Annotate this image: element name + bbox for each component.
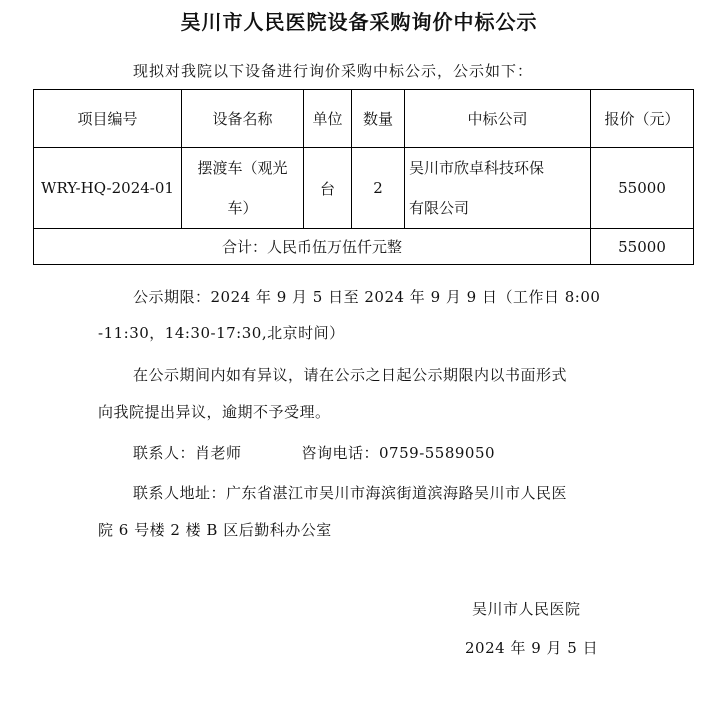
objection-line2: 向我院提出异议，逾期不予受理。 <box>98 403 331 421</box>
table-total-row <box>34 229 694 265</box>
header-unit: 单位 <box>304 90 352 148</box>
intro-text: 现拟对我院以下设备进行询价采购中标公示，公示如下： <box>133 62 534 80</box>
company-line2: 有限公司 <box>409 199 470 217</box>
header-project-code: 项目编号 <box>34 90 182 148</box>
header-winning-company: 中标公司 <box>405 90 591 148</box>
bid-table <box>33 89 694 265</box>
signature-org: 吴川市人民医院 <box>472 600 581 618</box>
period-line1: 公示期限：2024 年 9 月 5 日至 2024 年 9 月 9 日（工作日 8:00 <box>133 288 601 306</box>
contact-phone: 咨询电话：0759-5589050 <box>301 444 496 462</box>
document-title: 吴川市人民医院设备采购询价中标公示 <box>180 10 538 34</box>
contact-person: 联系人：肖老师 <box>133 444 242 462</box>
device-name-line1: 摆渡车（观光 <box>197 159 288 177</box>
contact-line <box>133 442 495 463</box>
cell-project-code: WRY-HQ-2024-01 <box>34 148 182 229</box>
signature-date: 2024 年 9 月 5 日 <box>465 639 599 657</box>
table-header-row <box>34 90 694 148</box>
cell-unit: 台 <box>304 148 352 229</box>
cell-price: 55000 <box>591 148 694 229</box>
table-row <box>34 148 694 229</box>
cell-company <box>405 148 591 229</box>
address-line1: 联系人地址：广东省湛江市吴川市海滨街道滨海路吴川市人民医 <box>133 484 568 502</box>
device-name-line2: 车） <box>227 199 258 217</box>
cell-quantity: 2 <box>352 148 405 229</box>
address-line2: 院 6 号楼 2 楼 B 区后勤科办公室 <box>98 521 332 539</box>
cell-device-name <box>182 148 304 229</box>
period-line2: -11:30，14:30-17:30,北京时间） <box>98 324 345 342</box>
total-label: 合计：人民币伍万伍仟元整 <box>34 229 591 265</box>
header-quantity: 数量 <box>352 90 405 148</box>
objection-line1: 在公示期间内如有异议，请在公示之日起公示期限内以书面形式 <box>133 366 568 384</box>
header-device-name: 设备名称 <box>182 90 304 148</box>
total-value: 55000 <box>591 229 694 265</box>
company-line1: 吴川市欣卓科技环保 <box>409 159 545 177</box>
header-price: 报价（元） <box>591 90 694 148</box>
